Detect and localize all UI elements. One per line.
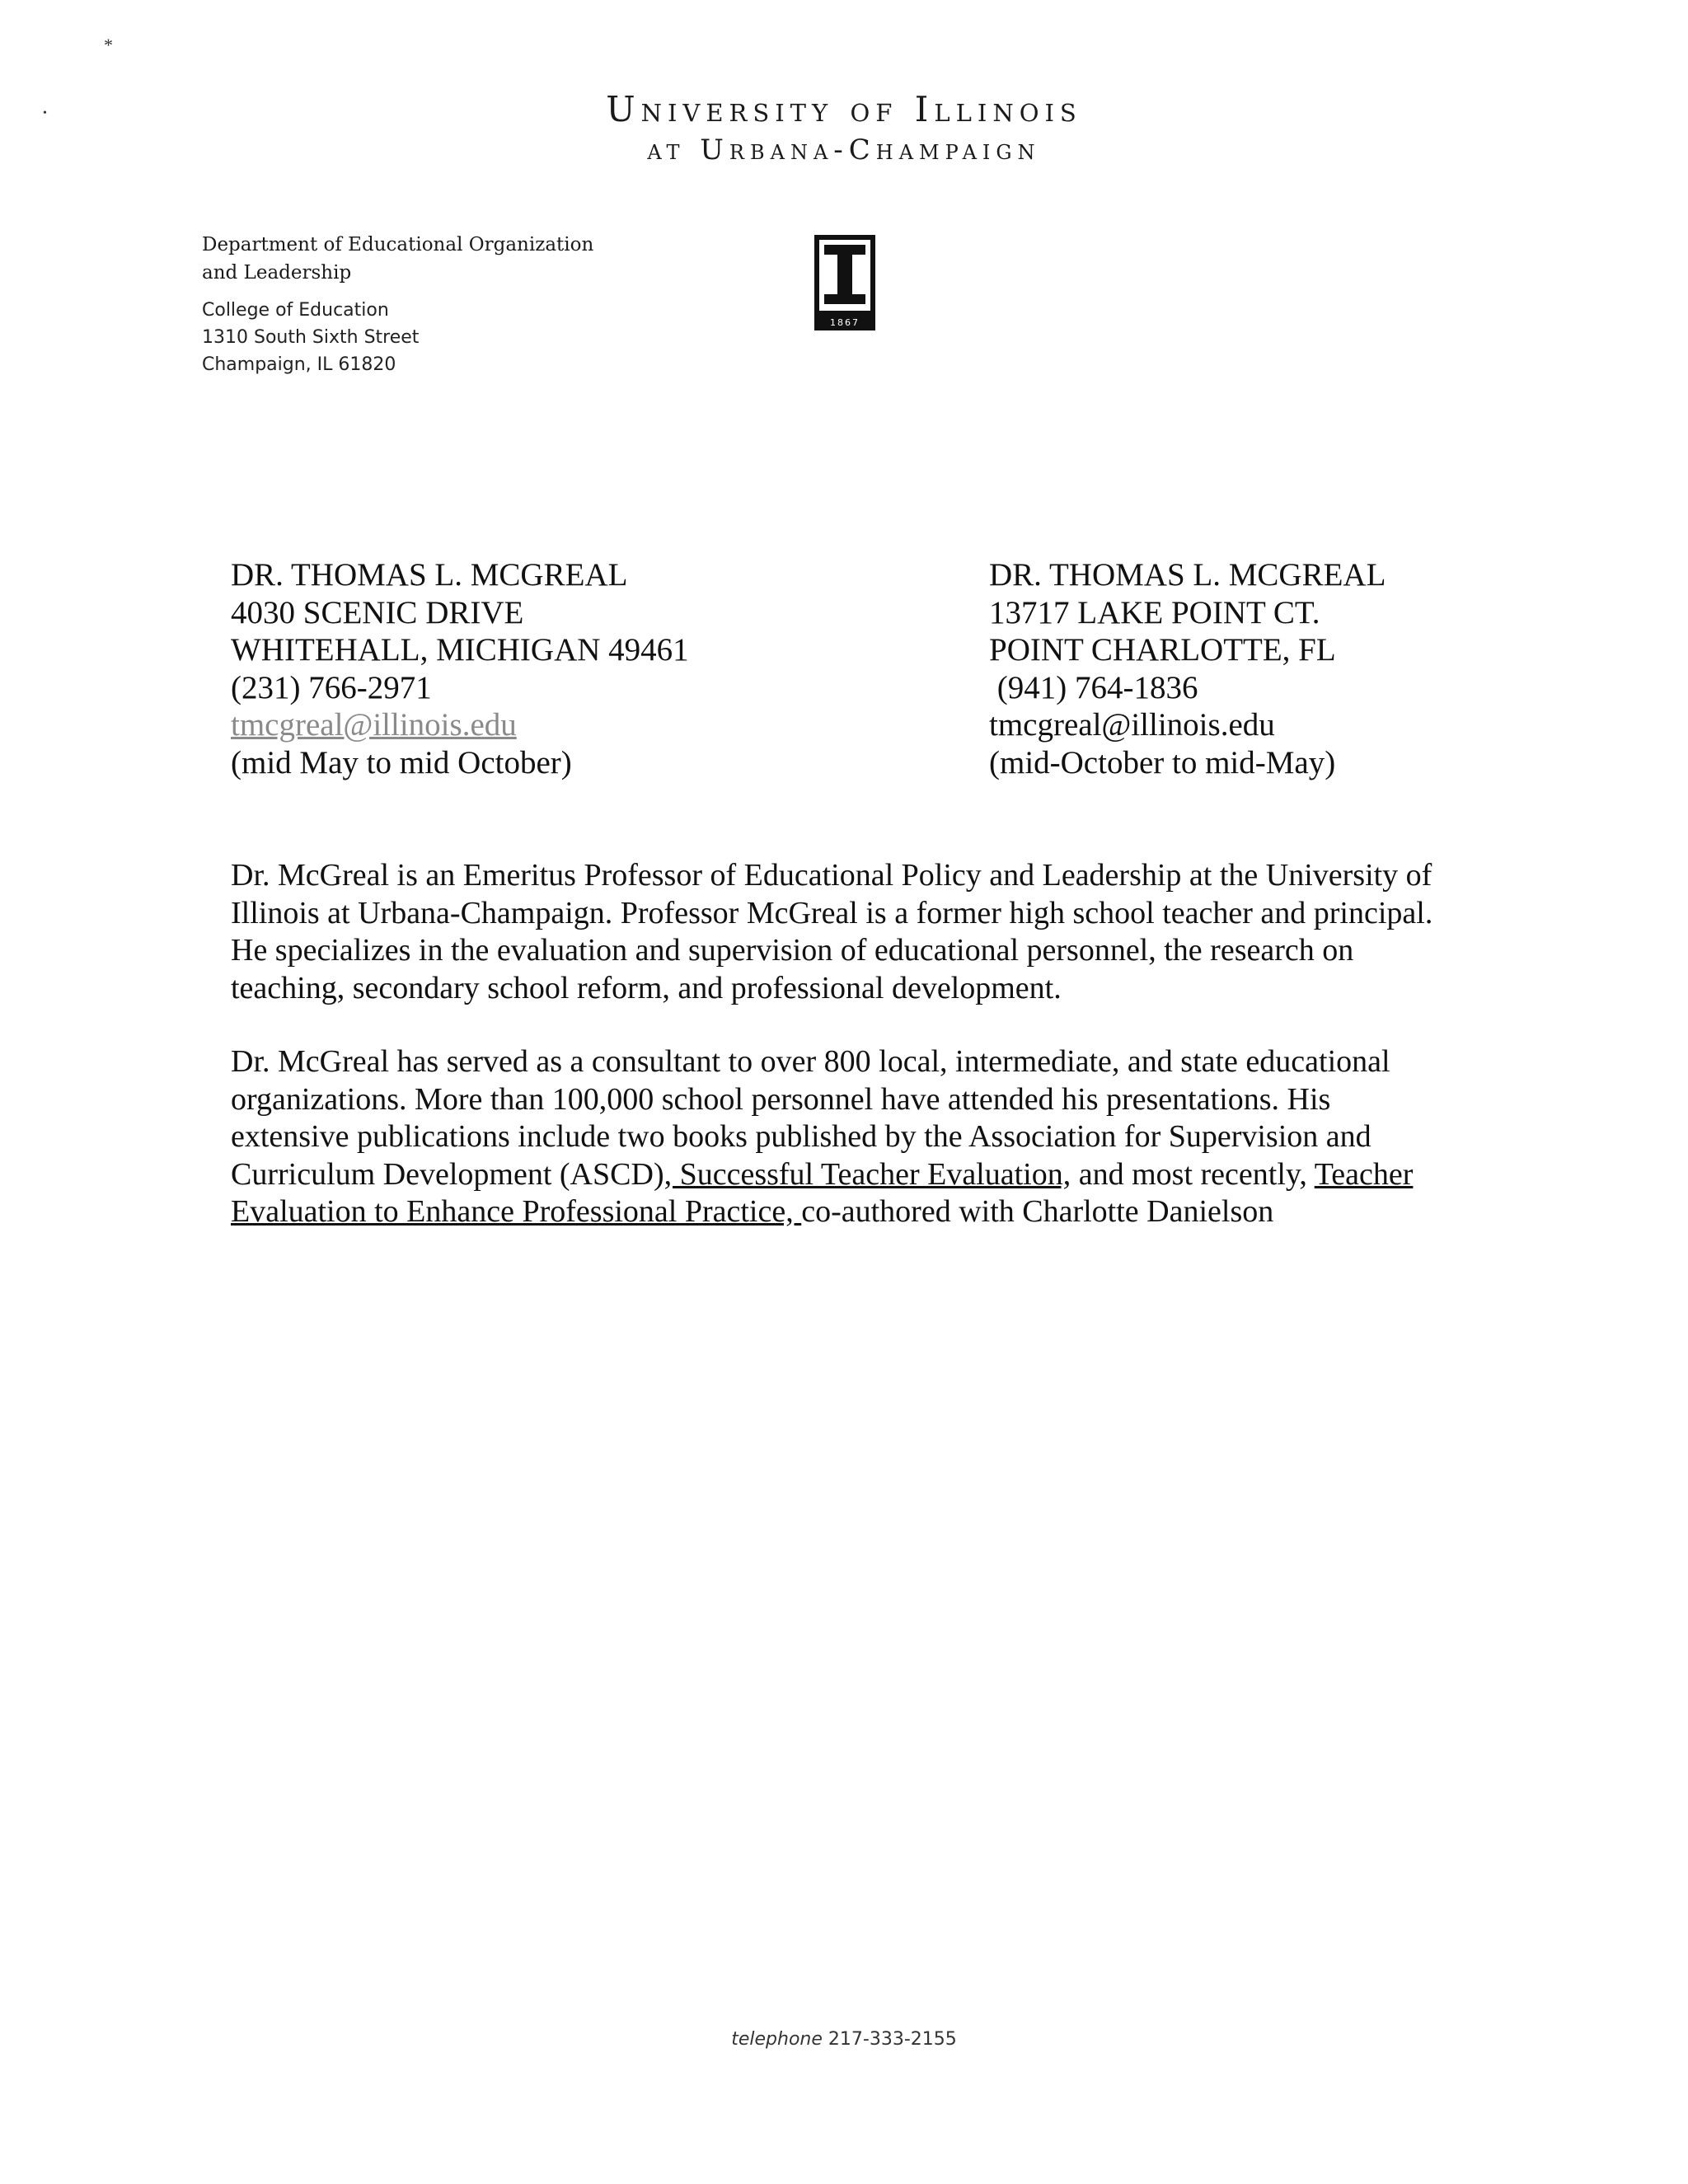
bio-text: Dr. McGreal has served as a consultant to over 800 local, intermediate, and state educational organizations. More than 100,000 school personnel have attended his presentations. His extensive publications include two books published by the Association for Supervision and Curriculum Development (ASCD [231,1044,1390,1192]
address-block-left [231,556,689,781]
contact-street: 4030 SCENIC DRIVE [231,594,524,630]
address-block-right [989,556,1386,781]
contact-city: WHITEHALL, MICHIGAN 49461 [231,632,689,668]
scan-speck: • [43,107,47,120]
department-name-line2: and Leadership [202,262,352,284]
bio-paragraph-2 [231,1043,1451,1231]
department-name-line1: Department of Educational Organization [202,234,594,255]
college-name: College of Education [202,300,389,321]
book-title-1: ), Successful Teacher Evaluation, [653,1156,1071,1192]
street-address: 1310 South Sixth Street [202,327,420,348]
contact-dates: (mid May to mid October) [231,744,572,780]
department-block [202,231,663,378]
bio-text: and most recently, [1071,1156,1315,1192]
contact-city: POINT CHARLOTTE, FL [989,632,1336,668]
contact-email: tmcgreal@illinois.edu [989,707,1275,743]
contact-email-link[interactable]: tmcgreal@illinois.edu [231,707,517,743]
bio-paragraph-1: Dr. McGreal is an Emeritus Professor of Educational Policy and Leadership at the University of Illinois at Urbana-Champaign. Professor McGreal is a former high school teacher and principal. He specializes in the evaluation and supervision of educational personnel, the research on teaching, secondary school reform, and professional development. [231,858,1433,1005]
campus-name: at Urbana-Champaign [647,134,1041,167]
contact-name: DR. THOMAS L. MCGREAL [989,557,1386,593]
contact-street: 13717 LAKE POINT CT. [989,594,1320,630]
telephone-label: telephone [731,2029,823,2050]
scan-speck: * [104,35,113,55]
book-title-2: Teacher Evaluation to Enhance Professional Practice, [231,1156,1414,1229]
contact-phone: (231) 766-2971 [231,669,432,705]
contact-phone: (941) 764-1836 [989,669,1198,705]
logo-year: 1867 [830,317,860,328]
bio-text: co-authored with Charlotte Danielson [801,1194,1274,1229]
contact-name: DR. THOMAS L. MCGREAL [231,557,628,593]
biography [231,857,1451,1268]
university-name: University of Illinois [606,89,1082,129]
telephone-number: 217-333-2155 [822,2029,957,2050]
university-logo [814,235,875,330]
footer-telephone [0,2029,1688,2050]
contact-dates: (mid-October to mid-May) [989,744,1336,780]
department-address [202,297,663,378]
letterhead-title [0,89,1688,167]
city-state-zip: Champaign, IL 61820 [202,354,396,375]
